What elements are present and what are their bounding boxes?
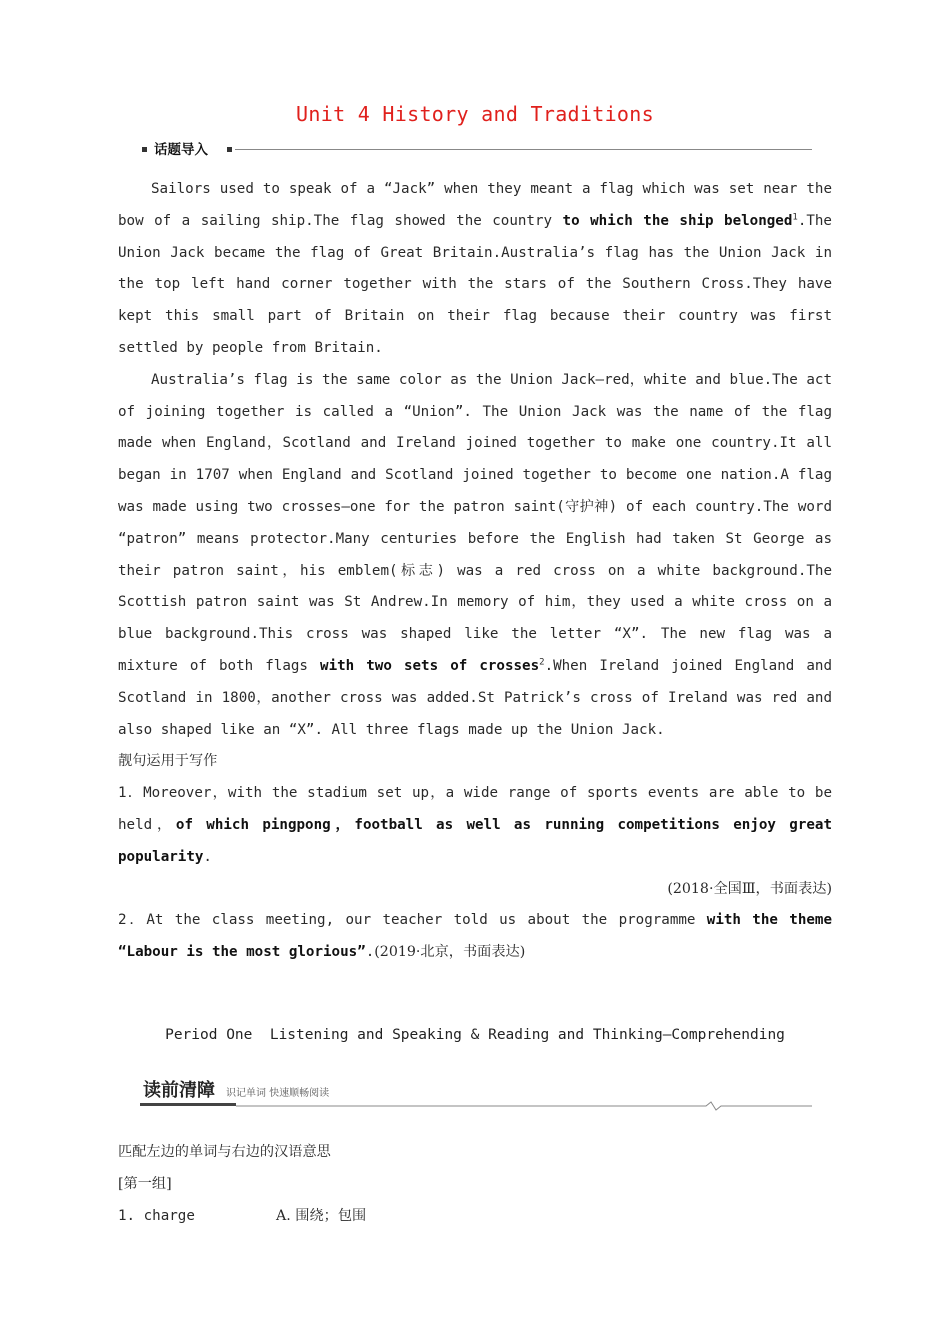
highlight-phrase: of which pingpong，football as well as running competitions enjoy great popularity [118,816,832,865]
group-label: [第一组] [118,1176,172,1192]
text-run: . [365,944,375,961]
highlight-phrase: with the theme “Labour is the most glorious” [118,912,832,961]
example-source-2: (2019·北京，书面表达) [374,944,526,961]
text-run: 2．At the class meeting, our teacher told us about the programme [118,912,707,929]
example-source-1: (2018·全国Ⅲ，书面表达) [667,880,832,897]
text-run: .The Union Jack became the flag of Great Britain.Australia’s flag has the Union Jack in the top left hand corner together with the stars of the Southern Cross.They have kept this small part of Britain on their flag because their country was first settled by people from Britain. [118,212,832,356]
pre-reading-title: 读前清障 [143,1080,215,1101]
text-run: Sailors used to speak of a “Jack” when they meant a flag which was set near the bow of a sailing ship.The flag showed the country [118,181,832,229]
unit-title: Unit 4 History and Traditions [296,102,654,126]
example-sentence-1 [118,778,832,873]
topic-intro-label: 话题导入 [154,142,208,158]
paragraph-1 [118,174,832,365]
highlight-phrase: with two sets of crosses [320,657,540,674]
matching-exercise [118,1136,832,1232]
footnote-marker: 1 [792,212,798,223]
text-run: .When Ireland joined England and Scotland in 1800，another cross was added.St Patrick’s cross of Ireland was red and also shaped like an “X”. All three flags made up the Union Jack. [118,657,832,738]
match-word: 1. charge [118,1208,195,1224]
pre-reading-subtitle: 识记单词 快速顺畅阅读 [226,1088,330,1099]
paragraph-2 [118,365,832,747]
text-run: 1．Moreover，with the stadium set up，a wide range of sports events are able to be held， [118,785,832,833]
text-run: . [203,848,212,865]
bullet-square-icon [227,147,232,152]
text-run: Australia’s flag is the same color as the Union Jack—red，white and blue.The act of joining together is called a “Union”. The Union Jack was the name of the flag made when England，Scotland and Ireland joined together to make one country.It all began in 1707 when England and Scotland joined together to become one nation.A flag was made using two crosses—one for the patron saint(守护神) of each country.The word “patron” means protector.Many centuries before the English had taken St George as their patron saint，his emblem(标志) was a red cross on a white background.The Scottish patron saint was St Andrew.In memory of him，they used a white cross on a blue background.This cross was shaped like the letter “X”. The new flag was a mixture of both flags [118,371,832,674]
matching-instruction: 匹配左边的单词与右边的汉语意思 [118,1144,331,1160]
list-item [118,1200,832,1232]
match-meaning: A. 围绕；包围 [276,1208,367,1224]
section-divider [235,149,812,150]
highlight-phrase: to which the ship belonged [562,212,793,229]
topic-intro-bar [140,140,812,160]
pre-reading-bar [140,1078,812,1112]
period-title: Period One Listening and Speaking & Reading and Thinking—Comprehending [165,1027,785,1043]
wave-divider-icon [140,1100,812,1112]
bullet-square-icon [142,147,147,152]
footnote-marker: 2 [539,657,545,668]
reading-passage [118,174,832,969]
writing-heading: 靓句运用于写作 [118,753,218,770]
example-sentence-2 [118,905,832,969]
